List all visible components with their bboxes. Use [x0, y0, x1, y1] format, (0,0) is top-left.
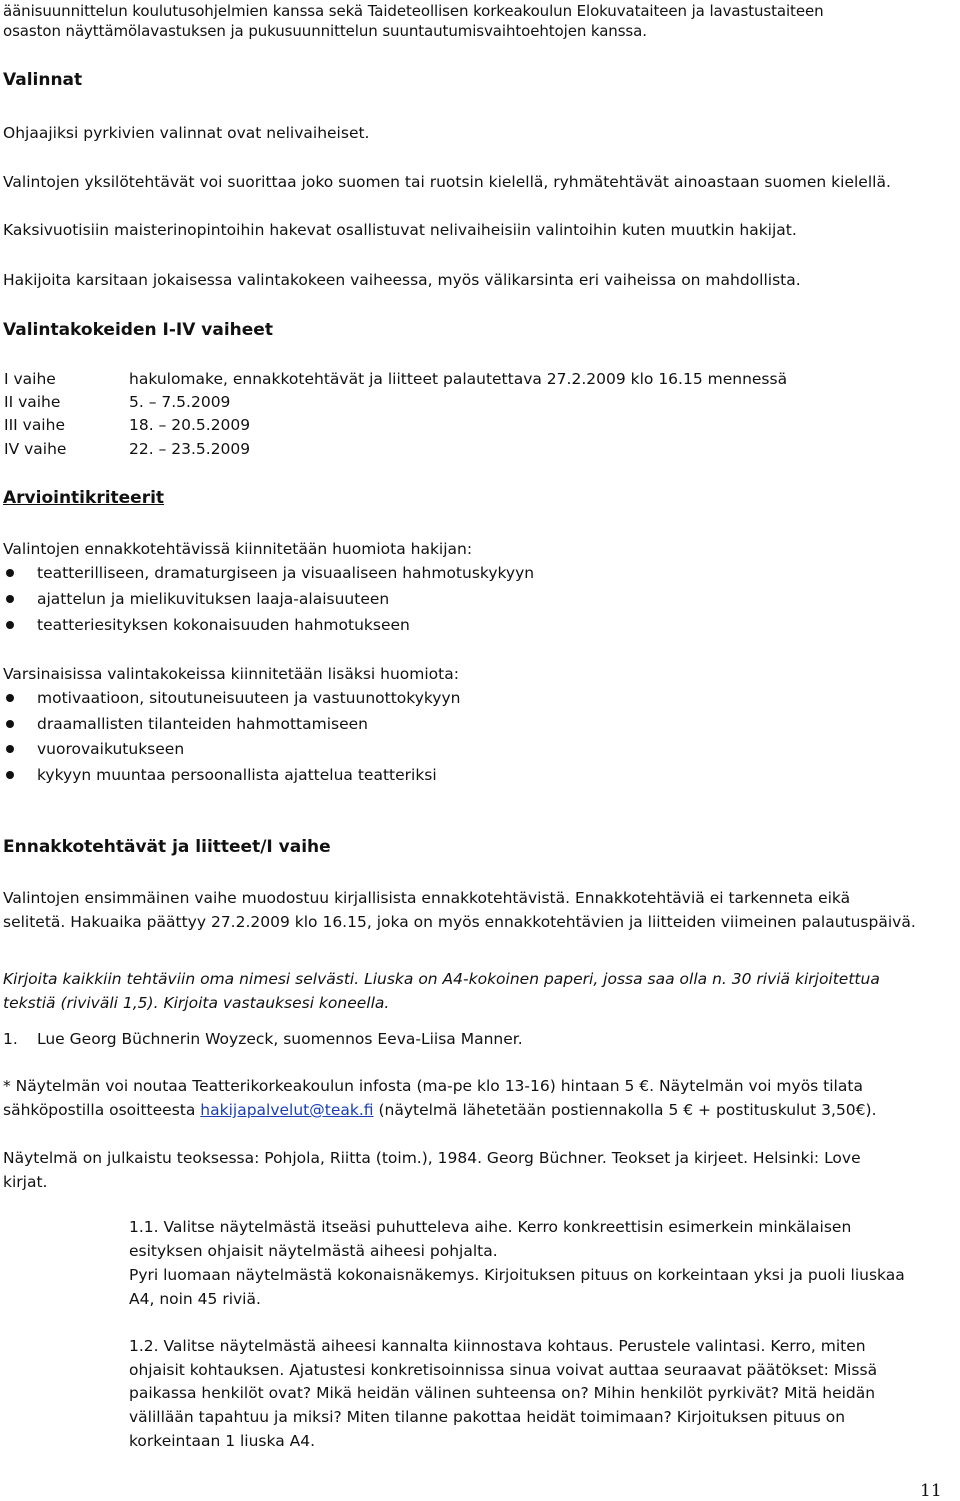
instruction-line-1: Kirjoita kaikkiin tehtäviin oma nimesi selvästi. Liuska on A4-kokoinen paperi, jossa saa olla n. 30 riviä kirjoitettua: [3, 970, 880, 988]
list-item-text: kykyyn muuntaa persoonallista ajattelua teatteriksi: [37, 766, 437, 784]
phase-value: hakulomake, ennakkotehtävät ja liitteet palautettava 27.2.2009 klo 16.15 mennessä: [129, 370, 788, 388]
criteria-intro-2: Varsinaisissa valintakokeissa kiinnitetään lisäksi huomiota:: [3, 665, 459, 683]
subtask-line: 1.2. Valitse näytelmästä aiheesi kannalta kiinnostava kohtaus. Perustele valintasi. Kerro, miten: [129, 1337, 866, 1355]
phase-label: II vaihe: [4, 393, 61, 411]
intro-line-1: äänisuunnittelun koulutusohjelmien kanssa sekä Taideteollisen korkeakoulun Elokuvataiteen ja lavastustaiteen: [3, 2, 824, 20]
subtask-line: A4, noin 45 riviä.: [129, 1290, 261, 1308]
note-line-2: [3, 1100, 877, 1120]
phases-heading: Valintakokeiden I-IV vaiheet: [3, 320, 273, 340]
valinnat-paragraph-1: Ohjaajiksi pyrkivien valinnat ovat nelivaiheiset.: [3, 124, 370, 142]
valinnat-heading: Valinnat: [3, 70, 83, 90]
list-item-text: motivaatioon, sitoutuneisuuteen ja vastuunottokykyyn: [37, 689, 461, 707]
bullet-icon: [6, 595, 14, 603]
bullet-icon: [6, 745, 14, 753]
bullet-icon: [6, 771, 14, 779]
bullet-icon: [6, 694, 14, 702]
phase-label: I vaihe: [4, 370, 56, 388]
phase-label: IV vaihe: [4, 440, 67, 458]
note-lead-text: sähköpostilla osoitteesta: [3, 1101, 201, 1119]
criteria-heading: Arviointikriteerit: [3, 488, 165, 508]
phase-label: III vaihe: [4, 416, 65, 434]
list-item-text: draamallisten tilanteiden hahmottamiseen: [37, 715, 368, 733]
page-number: 11: [920, 1481, 942, 1501]
bullet-icon: [6, 569, 14, 577]
deadline-trail-text: , joka on myös ennakkotehtävien ja liitteiden viimeinen palautuspäivä.: [366, 913, 916, 931]
task-text: Lue Georg Büchnerin Woyzeck, suomennos Eeva-Liisa Manner.: [37, 1030, 523, 1048]
subtask-line: korkeintaan 1 liuska A4.: [129, 1432, 316, 1450]
subtask-line: ohjaisit kohtauksen. Ajatustesi konkretisoinnissa sinua voivat auttaa seuraavat päätökset: Missä: [129, 1361, 878, 1379]
bullet-icon: [6, 720, 14, 728]
valinnat-paragraph-3: Kaksivuotisiin maisterinopintoihin hakevat osallistuvat nelivaiheisiin valintoihin kuten muutkin hakijat.: [3, 221, 797, 239]
bullet-icon: [6, 621, 14, 629]
publication-line-2: kirjat.: [3, 1173, 48, 1191]
deadline-lead-text: selitetä. Hakuaika päättyy: [3, 913, 211, 931]
valinnat-paragraph-4: Hakijoita karsitaan jokaisessa valintakokeen vaiheessa, myös välikarsinta eri vaiheissa on mahdollista.: [3, 271, 801, 289]
phase-value: 5. – 7.5.2009: [129, 393, 231, 411]
subtask-line: 1.1. Valitse näytelmästä itseäsi puhutteleva aihe. Kerro konkreettisin esimerkein minkälaisen: [129, 1218, 852, 1236]
list-item-text: teatterilliseen, dramaturgiseen ja visuaaliseen hahmotuskykyyn: [37, 564, 535, 582]
deadline-date: 27.2.2009 klo 16.15: [210, 913, 367, 931]
ennakko-paragraph-line-1: Valintojen ensimmäinen vaihe muodostuu kirjallisista ennakkotehtävistä. Ennakkotehtäviä ei tarkenneta eikä: [3, 889, 851, 907]
instruction-line-2: tekstiä (riviväli 1,5). Kirjoita vastauksesi koneella.: [3, 994, 390, 1012]
phase-value: 22. – 23.5.2009: [129, 440, 251, 458]
list-item-text: ajattelun ja mielikuvituksen laaja-alaisuuteen: [37, 590, 390, 608]
criteria-intro-1: Valintojen ennakkotehtävissä kiinnitetään huomiota hakijan:: [3, 540, 473, 558]
list-item-text: teatteriesityksen kokonaisuuden hahmotukseen: [37, 616, 410, 634]
subtask-line: välillään tapahtuu ja miksi? Miten tilanne pakottaa heidät toimimaan? Kirjoituksen pituus on: [129, 1408, 846, 1426]
list-item-text: vuorovaikutukseen: [37, 740, 185, 758]
subtask-line: paikassa henkilöt ovat? Mikä heidän välinen suhteensa on? Mihin henkilöt pyrkivät? Mitä heidän: [129, 1384, 876, 1402]
publication-line-1: Näytelmä on julkaistu teoksessa: Pohjola, Riitta (toim.), 1984. Georg Büchner. Teokset ja kirjeet. Helsinki: Love: [3, 1149, 861, 1167]
ennakko-heading: Ennakkotehtävät ja liitteet/I vaihe: [3, 837, 331, 857]
email-link[interactable]: hakijapalvelut@teak.fi: [200, 1101, 374, 1119]
ennakko-paragraph-line-2: [3, 912, 916, 932]
subtask-line: esityksen ohjaisit näytelmästä aiheesi pohjalta.: [129, 1242, 498, 1260]
task-number: 1.: [3, 1030, 18, 1048]
note-line-1: * Näytelmän voi noutaa Teatterikorkeakoulun infosta (ma-pe klo 13-16) hintaan 5 €. Näytelmän voi myös tilata: [3, 1077, 863, 1095]
subtask-line: Pyri luomaan näytelmästä kokonaisnäkemys. Kirjoituksen pituus on korkeintaan yksi ja puoli liuskaa: [129, 1266, 905, 1284]
note-trail-text: (näytelmä lähetetään postiennakolla 5 € + postituskulut 3,50€).: [373, 1101, 877, 1119]
phase-value: 18. – 20.5.2009: [129, 416, 251, 434]
intro-line-2: osaston näyttämölavastuksen ja pukusuunnittelun suuntautumisvaihtoehtojen kanssa.: [3, 22, 647, 40]
valinnat-paragraph-2: Valintojen yksilötehtävät voi suorittaa joko suomen tai ruotsin kielellä, ryhmätehtävät ainoastaan suomen kielellä.: [3, 173, 891, 191]
